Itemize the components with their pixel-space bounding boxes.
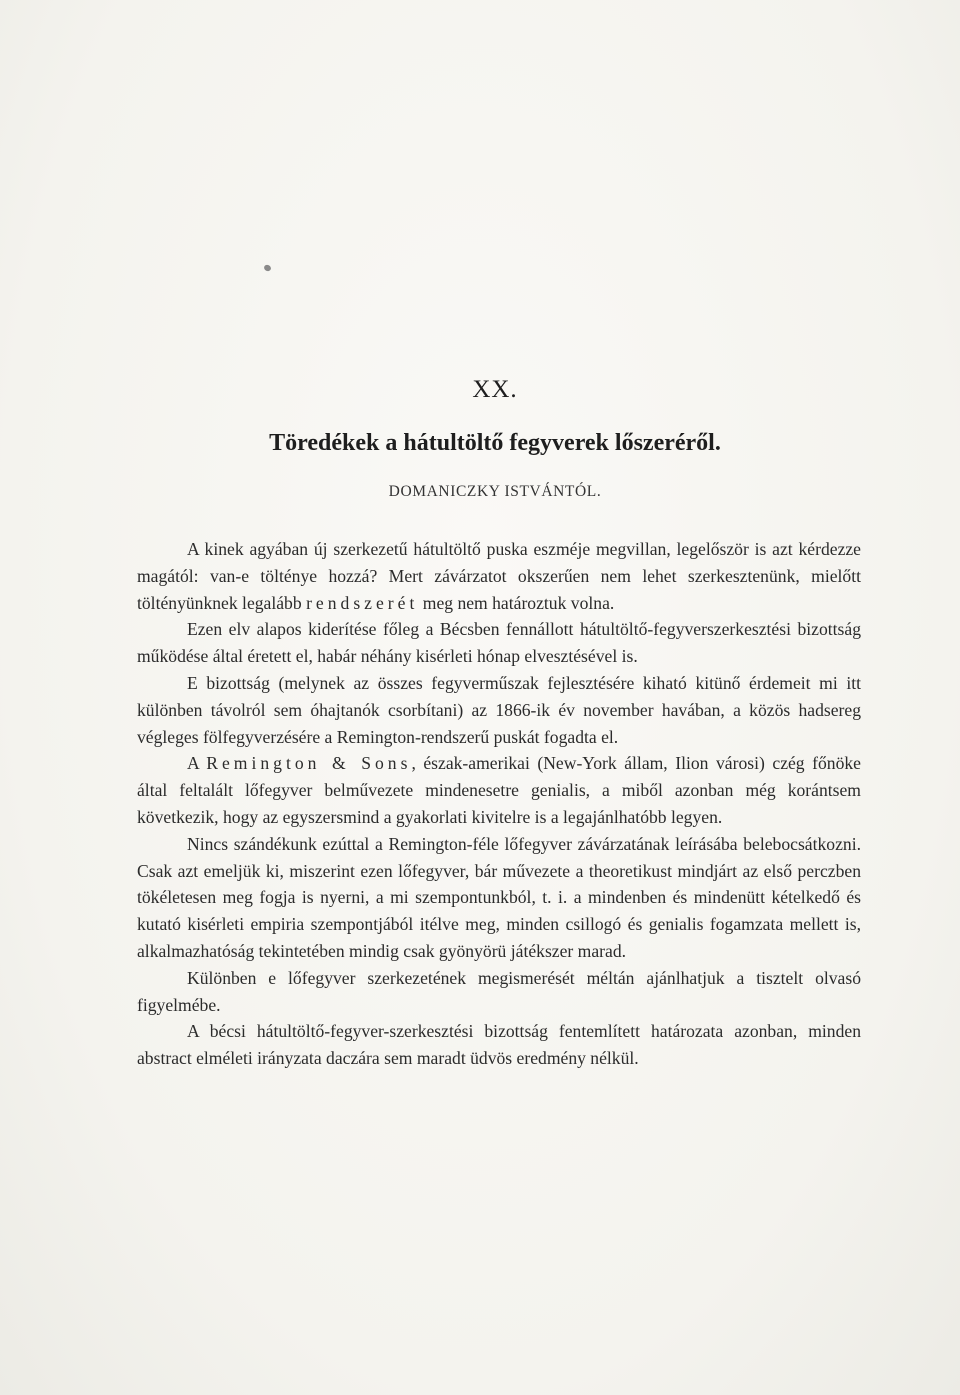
paragraph-7: A bécsi hátultöltő-fegyver-szerkesztési bizottság fentemlített határozata azonban, minden abstract elméleti irányzata daczára sem maradt üdvös eredmény nélkül.	[137, 1021, 861, 1069]
emphasized-company-name: Remington & Sons	[206, 753, 412, 774]
paragraph-4	[137, 750, 861, 830]
paragraph-1-text-b: meg nem határoztuk volna.	[418, 592, 615, 613]
paragraph-4-text-a: A	[187, 753, 207, 774]
paragraph-4-text-b: , észak-amerikai (New-York állam, Ilion városi) czég főnöke által feltalált lőfegyver belművezete mindenesetre genialis, a miből azonban még korántsem következik, hogy az egyszersmind a gyakorlati kivitelre is a legajánlhatóbb legyen.	[137, 753, 861, 827]
ink-speck	[263, 264, 272, 272]
emphasized-term-rendszeret: rendszerét	[306, 592, 419, 613]
paragraph-2: Ezen elv alapos kiderítése főleg a Bécsben fennállott hátultöltő-fegyverszerkesztési bizottság működése által éretett el, habár néhány kisérleti hónap elvesztésével is.	[137, 619, 861, 667]
paragraph-5: Nincs szándékunk ezúttal a Remington-féle lőfegyver závárzatának leírásába belebocsátkozni. Csak azt emeljük ki, miszerint ezen lőfegyver, bár művezete a theoretikust mindjárt az első perczben tökéletesen meg fogja is nyerni, a mi szempontunkból, t. i. a mindenben és mindenütt kételkedő és kutató kisérleti empiria szempontjából itélve meg, minden csillogó és genialis fogamzata mellett is, alkalmazhatóság tekintetében mindig csak gyönyörü játékszer marad.	[137, 833, 861, 961]
article-body	[137, 536, 861, 1072]
paragraph-1-text-a: A kinek agyában új szerkezetű hátultöltő puska eszméje megvillan, legelőször is azt kérdezze magától: van-e tölténye hozzá? Mert závárzatot okszerűen nem lehet szerkesztenünk, mielőtt töltényünknek legalább	[137, 539, 861, 613]
paragraph-1	[137, 536, 861, 616]
paragraph-6: Különben e lőfegyver szerkezetének megismerését méltán ajánlhatjuk a tisztelt olvasó figyelmébe.	[137, 967, 861, 1015]
chapter-number: XX.	[472, 376, 518, 403]
article-title: Töredékek a hátultöltő fegyverek lőszeréről.	[269, 430, 721, 456]
author-line: DOMANICZKY ISTVÁNTÓL.	[388, 483, 602, 500]
paragraph-3: E bizottság (melynek az összes fegyverműszak fejlesztésére kiható kitünő érdemeit mi itt különben távolról sem óhajtanók csorbítani) az 1866-ik év november havában, a közös hadsereg végleges fölfegyverzésére a Remington-rendszerű puskát fogadta el.	[137, 672, 861, 747]
